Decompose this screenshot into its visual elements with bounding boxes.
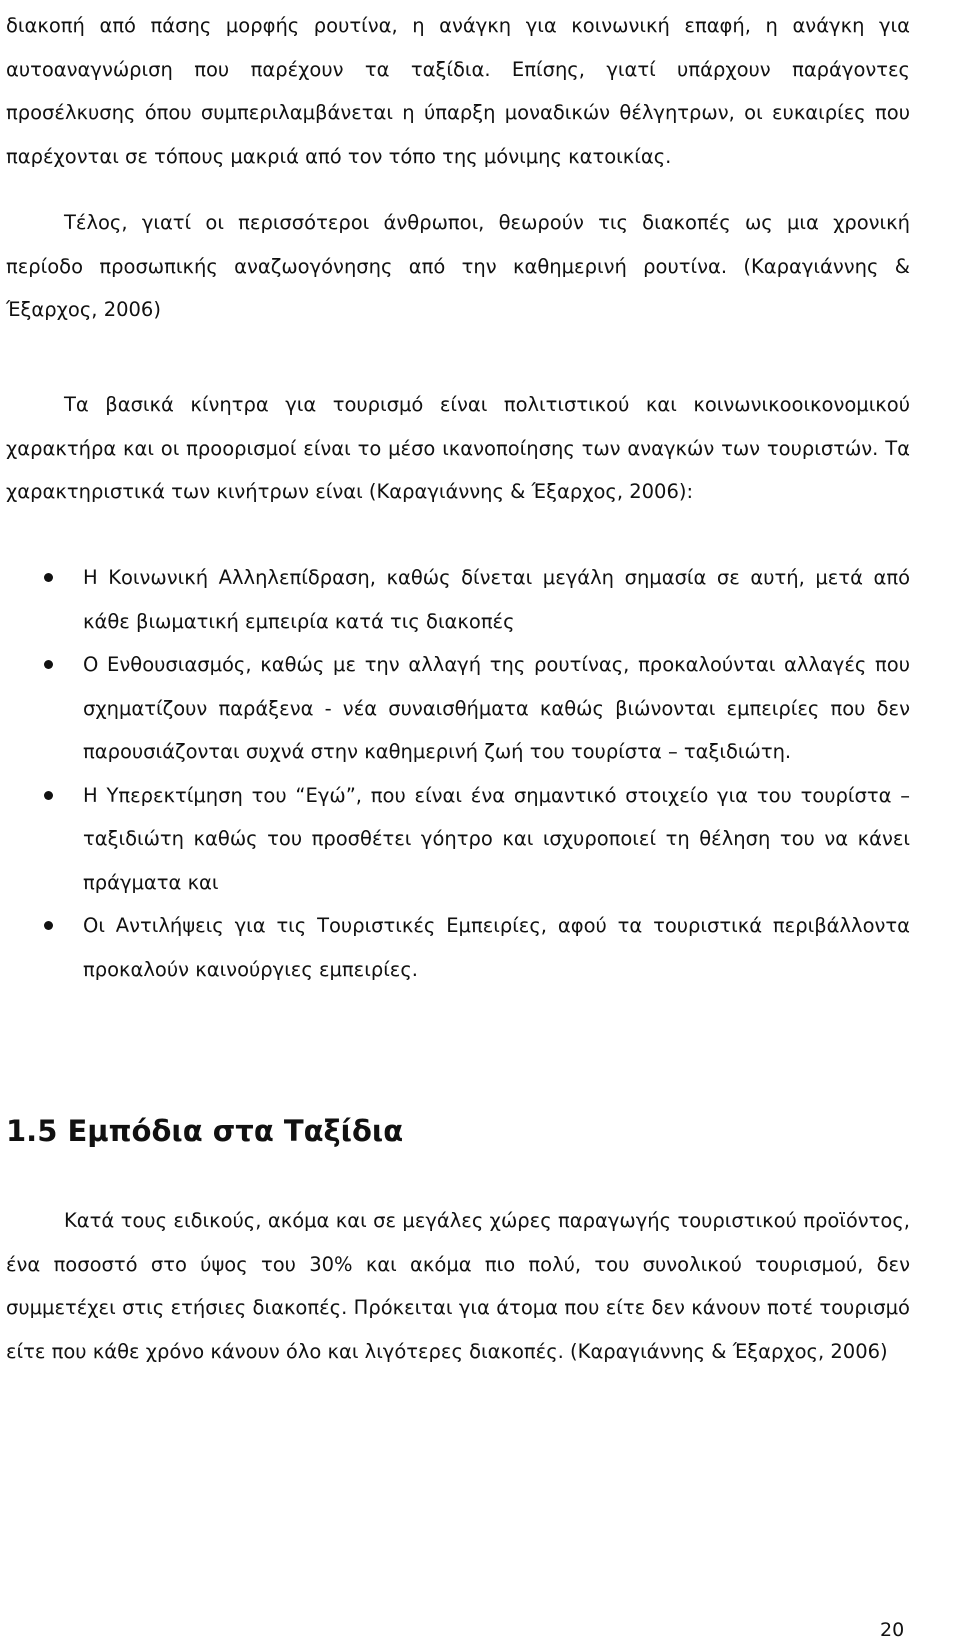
paragraph-personal-rejuvenation: Τέλος, γιατί οι περισσότεροι άνθρωποι, θεωρούν τις διακοπές ως μια χρονική περίοδο προσωπικής αναζωογόνησης από την καθημερινή ρουτίνα. (Καραγιάννης & Έξαρχος, 2006) (6, 211, 910, 321)
bullet-icon (44, 791, 53, 800)
list-item (6, 904, 910, 991)
paragraph-motives-continuation: διακοπή από πάσης μορφής ρουτίνα, η ανάγκη για κοινωνική επαφή, η ανάγκη για αυτοαναγνώριση που παρέχουν τα ταξίδια. Επίσης, γιατί υπάρχουν παράγοντες προσέλκυσης όπου συμπεριλαμβάνεται η ύπαρξη μοναδικών θέλγητρων, οι ευκαιρίες που παρέχονται σε τόπους μακριά από τον τόπο της μόνιμης κατοικίας. (6, 14, 910, 168)
bullet-icon (44, 573, 53, 582)
list-item-text: Ο Ενθουσιασμός, καθώς με την αλλαγή της ρουτίνας, προκαλούνται αλλαγές που σχηματίζουν παράξενα - νέα συναισθήματα καθώς βιώνονται εμπειρίες που δεν παρουσιάζονται συχνά στην καθημερινή ζωή του τουρίστα – ταξιδιώτη. (83, 653, 910, 763)
list-item (6, 774, 910, 905)
list-item (6, 556, 910, 643)
list-item-text: Η Υπερεκτίμηση του “Εγώ”, που είναι ένα σημαντικό στοιχείο για του τουρίστα – ταξιδιώτη καθώς του προσθέτει γόητρο και ισχυροποιεί τη θέληση του να κάνει πράγματα και (83, 783, 910, 894)
section-heading: 1.5 Εμπόδια στα Ταξίδια (6, 1114, 404, 1148)
bullet-icon (44, 660, 53, 669)
list-item (6, 643, 910, 774)
page-number: 20 (880, 1619, 905, 1641)
list-item-text: Η Κοινωνική Αλληλεπίδραση, καθώς δίνεται μεγάλη σημασία σε αυτή, μετά από κάθε βιωματική εμπειρία κατά τις διακοπές (83, 566, 910, 633)
motives-characteristics-list (6, 556, 910, 991)
paragraph-travel-barriers: Κατά τους ειδικούς, ακόμα και σε μεγάλες χώρες παραγωγής τουριστικού προϊόντος, ένα ποσοστό στο ύψος του 30% και ακόμα πιο πολύ, του συνολικού τουρισμού, δεν συμμετέχει στις ετήσιες διακοπές. Πρόκειται για άτομα που είτε δεν κάνουν ποτέ τουρισμό είτε που κάθε χρόνο κάνουν όλο και λιγότερες διακοπές. (Καραγιάννης & Έξαρχος, 2006) (6, 1209, 910, 1363)
bullet-icon (44, 921, 53, 930)
paragraph-basic-motives: Τα βασικά κίνητρα για τουρισμό είναι πολιτιστικού και κοινωνικοοικονομικού χαρακτήρα και οι προορισμοί είναι το μέσο ικανοποίησης των αναγκών των τουριστών. Τα χαρακτηριστικά των κινήτρων είναι (Καραγιάννης & Έξαρχος, 2006): (6, 393, 910, 503)
list-item-text: Οι Αντιλήψεις για τις Τουριστικές Εμπειρίες, αφού τα τουριστικά περιβάλλοντα προκαλούν καινούργιες εμπειρίες. (83, 914, 910, 981)
